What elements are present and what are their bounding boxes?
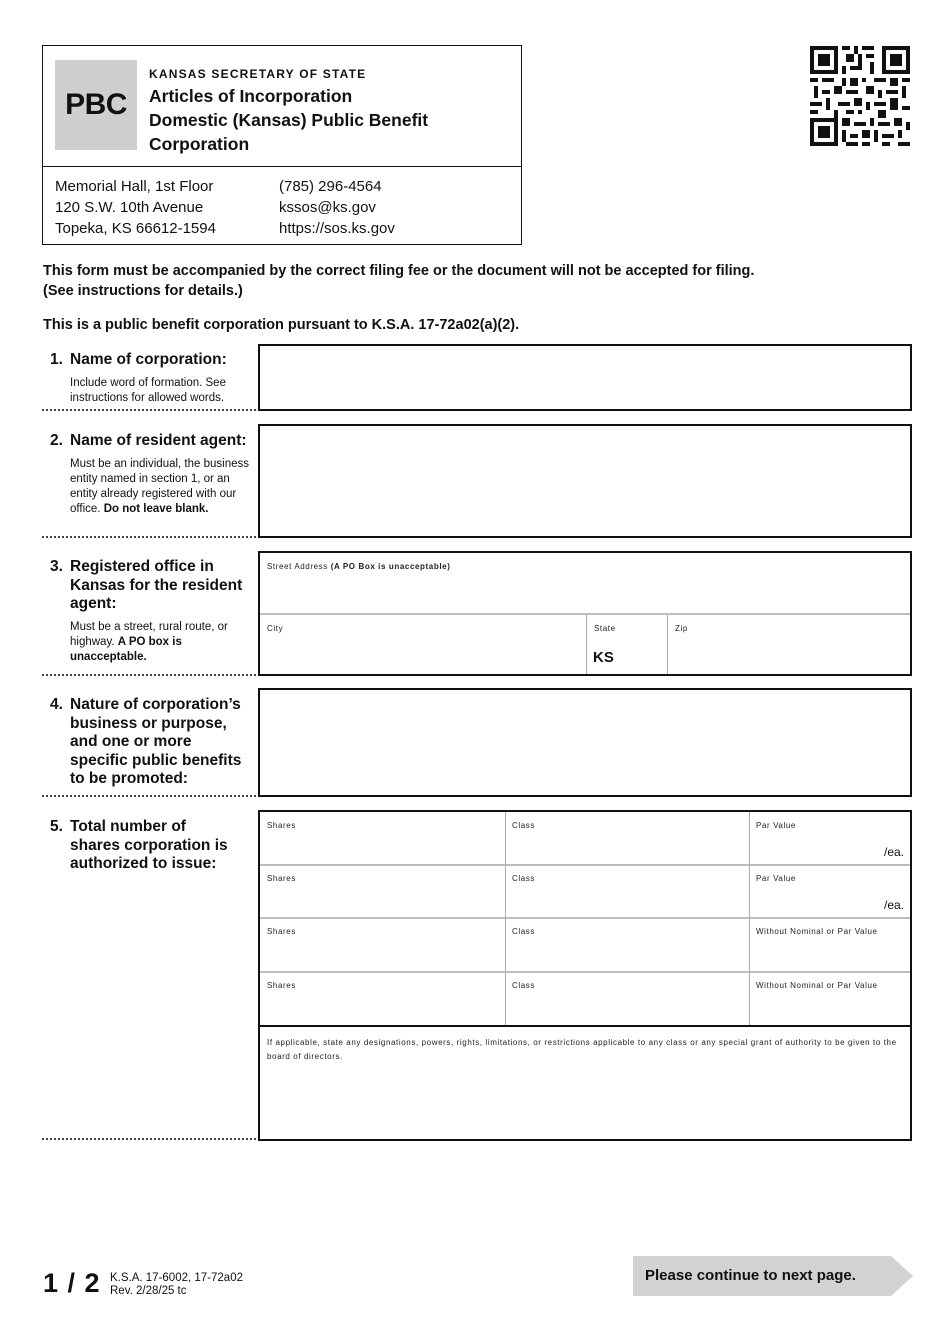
section-title [70,558,256,614]
section-number: 1. [50,351,63,368]
designations-field[interactable] [260,1027,910,1139]
resident-agent-field[interactable] [258,424,912,538]
section-number: 3. [50,558,63,575]
no-par-value-label: Without Nominal or Par Value [756,981,878,990]
class-field[interactable] [505,812,749,865]
address-line: Memorial Hall, 1st Floor [55,178,214,195]
qr-finder-top-right [882,46,910,74]
shares-label: Shares [267,981,296,990]
form-title [149,84,509,156]
section-divider [42,674,256,676]
qr-finder-bottom-left [810,118,838,146]
continue-text: Please continue to next page. [645,1267,856,1284]
shares-field[interactable] [260,918,505,972]
section-title-line: Total number of [70,818,186,835]
column-divider [749,812,750,1025]
per-each-suffix: /ea. [883,845,904,859]
section-hint [70,457,252,517]
par-value-field[interactable] [749,812,910,865]
section-divider [42,795,256,797]
section-title: Name of resident agent: [70,432,247,449]
shares-field[interactable] [260,972,505,1026]
section-4-label [42,696,256,796]
form-title-line: Domestic (Kansas) Public Benefit [149,110,429,130]
par-value-field[interactable] [749,865,910,918]
section-title-line: business or purpose, [70,714,227,732]
section-title-line: Registered office in [70,558,214,575]
state-label: State [594,624,616,633]
section-title-line: shares corporation is [70,836,228,854]
state-value: KS [593,649,614,666]
per-each-suffix: /ea. [883,898,904,912]
street-address-label-note: (A PO Box is unacceptable) [330,562,451,571]
corporation-name-field[interactable] [258,344,912,411]
statute-reference: K.S.A. 17-6002, 17-72a02 [110,1272,243,1284]
no-par-value-field[interactable] [749,918,910,972]
section-title-line: Nature of corporation’s [70,696,241,713]
section-divider [42,1138,256,1140]
zip-field[interactable] [668,615,910,674]
class-label: Class [512,927,536,936]
section-title-line: agent: [70,595,117,612]
class-field[interactable] [505,918,749,972]
website-url: https://sos.ks.gov [279,220,395,237]
shares-field[interactable] [260,812,505,865]
section-title-line: to be promoted: [70,770,188,787]
section-title-line: Kansas for the resident [70,576,243,594]
section-2-label [42,432,256,537]
address-line: 120 S.W. 10th Avenue [55,199,204,216]
agency-name: KANSAS SECRETARY OF STATE [149,67,367,81]
form-title-line: Corporation [149,134,250,154]
no-par-value-label: Without Nominal or Par Value [756,927,878,936]
qr-code-icon [808,46,912,146]
business-purpose-field[interactable] [258,688,912,797]
section-hint-emphasis: Do not leave blank. [103,503,209,515]
par-value-label: Par Value [756,821,796,830]
section-3-label [42,558,256,678]
shares-table [258,810,912,1141]
revision-date: Rev. 2/28/25 tc [110,1285,187,1297]
section-hint-text: Must be a street, rural route, or highway. [70,621,228,648]
section-hint [70,620,252,665]
state-field[interactable] [587,615,667,674]
shares-label: Shares [267,821,296,830]
qr-finder-top-left [810,46,838,74]
section-hint: Include word of formation. See instructions for allowed words. [70,377,226,404]
city-field[interactable] [260,615,586,674]
header-box [42,45,522,245]
street-address-field[interactable] [260,553,910,614]
section-title [70,696,256,789]
class-field[interactable] [505,865,749,918]
form-title-line: Articles of Incorporation [149,86,353,106]
continue-banner [633,1256,913,1296]
section-title: Name of corporation: [70,351,227,368]
section-title-line: specific public benefits [70,751,242,769]
section-divider [42,409,256,411]
section-title [70,818,256,874]
filing-fee-notice-line: (See instructions for details.) [43,283,243,299]
street-address-label [267,562,450,571]
pbc-statement: This is a public benefit corporation pursuant to K.S.A. 17-72a02(a)(2). [43,317,520,333]
shares-label: Shares [267,927,296,936]
par-value-label: Par Value [756,874,796,883]
address-line: Topeka, KS 66612-1594 [55,220,216,237]
city-label: City [267,624,284,633]
zip-label: Zip [675,624,688,633]
section-5-label [42,818,256,1138]
class-label: Class [512,821,536,830]
form-reference [110,1272,243,1298]
section-number: 2. [50,432,63,449]
no-par-value-field[interactable] [749,972,910,1026]
office-contact [279,176,395,239]
header-title-area [43,46,521,167]
shares-label: Shares [267,874,296,883]
class-label: Class [512,981,536,990]
class-label: Class [512,874,536,883]
section-1-label [42,351,256,411]
section-number: 4. [50,696,63,713]
section-divider [42,536,256,538]
email-address: kssos@ks.gov [279,199,376,216]
filing-fee-notice-line: This form must be accompanied by the correct filing fee or the document will not be accepted for filing. [43,263,755,279]
filing-fee-notice [43,261,923,301]
street-address-label-text: Street Address [267,562,328,571]
shares-field[interactable] [260,865,505,918]
registered-office-box [258,551,912,676]
section-number: 5. [50,818,63,835]
section-hint-text: Must be an individual, the business entity named in section 1, or an entity already registered with our office. [70,458,249,515]
form-code-badge: PBC [55,60,137,150]
class-field[interactable] [505,972,749,1026]
phone-number: (785) 296-4564 [279,178,382,195]
office-address [55,176,216,239]
page-number: 1 / 2 [43,1268,101,1298]
section-title-line: authorized to issue: [70,855,217,872]
column-divider [505,812,506,1025]
section-hint-emphasis: A PO box is unacceptable. [70,636,182,663]
designations-label: If applicable, state any designations, powers, rights, limitations, or restrictions applicable to any class or any special grant of authority to be given to the board of directors. [267,1038,897,1061]
section-title-line: and one or more [70,733,192,750]
